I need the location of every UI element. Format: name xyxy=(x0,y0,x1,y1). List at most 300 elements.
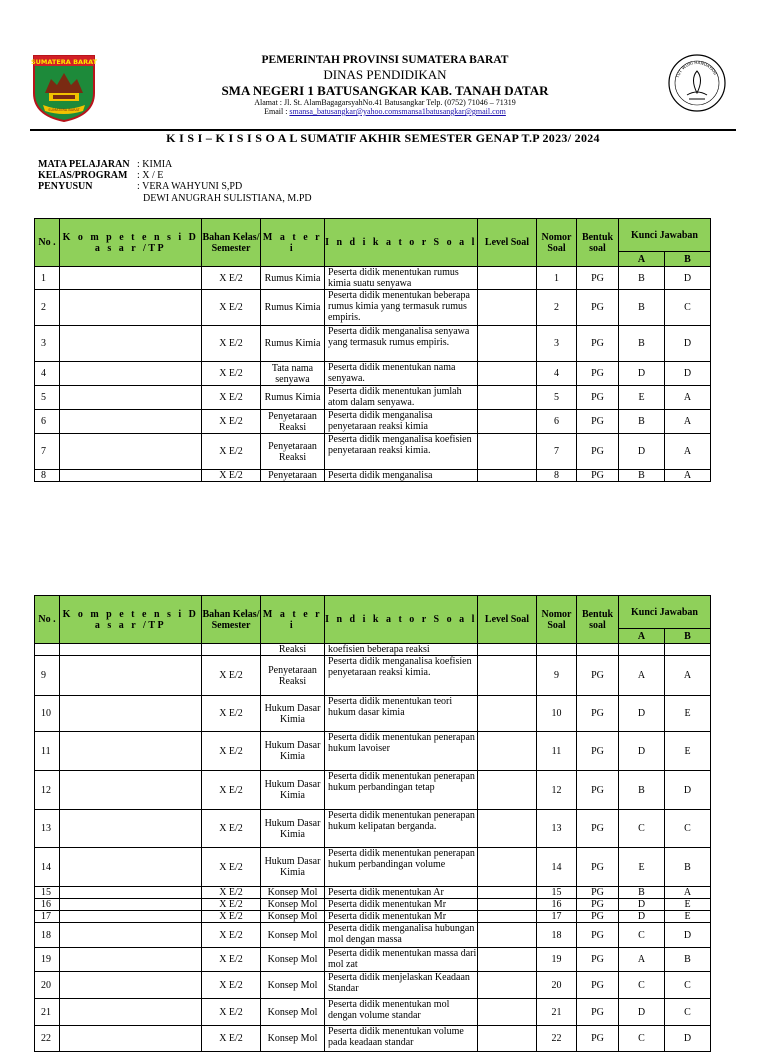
row-nomor: 18 xyxy=(537,923,577,948)
row-level xyxy=(478,948,537,972)
col-header-no: No . xyxy=(35,596,60,644)
row-number: 12 xyxy=(35,771,60,810)
row-materi: Hukum Dasar Kimia xyxy=(261,732,325,771)
row-nomor: 16 xyxy=(537,899,577,911)
row-indikator: Peserta didik menganalisa senyawa yang termasuk rumus empiris. xyxy=(325,326,478,362)
row-kunci-a: B xyxy=(619,290,665,326)
row-bentuk: PG xyxy=(577,899,619,911)
meta-subject-label: MATA PELAJARAN xyxy=(38,159,130,170)
row-kunci-b: A xyxy=(665,434,711,470)
col-header-kunci: Kunci Jawaban xyxy=(619,219,711,252)
row-bahan: X E/2 xyxy=(202,732,261,771)
row-bentuk: PG xyxy=(577,1026,619,1052)
meta-subject xyxy=(38,159,172,170)
letterhead-department: DINAS PENDIDIKAN xyxy=(323,67,447,82)
row-indikator: Peserta didik menentukan penerapan hukum perbandingan volume xyxy=(325,848,478,887)
row-materi: Konsep Mol xyxy=(261,887,325,899)
row-bahan: X E/2 xyxy=(202,923,261,948)
col-header-materi: M a t e r i xyxy=(261,219,325,267)
table-row xyxy=(35,696,711,732)
row-indikator: Peserta didik menganalisa xyxy=(325,470,478,482)
row-kompetensi xyxy=(60,656,202,696)
row-kunci-b: C xyxy=(665,999,711,1026)
table-row xyxy=(35,386,711,410)
col-header-no: No . xyxy=(35,219,60,267)
row-kompetensi xyxy=(60,771,202,810)
row-kunci-b: B xyxy=(665,948,711,972)
row-kompetensi xyxy=(60,1026,202,1052)
table-cell xyxy=(478,644,537,656)
sumatera-barat-logo xyxy=(31,53,97,123)
col-header-bentuk: Bentuk soal xyxy=(577,219,619,267)
letterhead-address: Alamat : Jl. St. AlamBagagarsyahNo.41 Batusangkar Telp. (0752) 71046 – 71319 xyxy=(254,98,516,107)
table-row xyxy=(35,656,711,696)
row-level xyxy=(478,267,537,290)
row-kunci-b: D xyxy=(665,362,711,386)
row-number: 22 xyxy=(35,1026,60,1052)
row-bentuk: PG xyxy=(577,887,619,899)
row-bahan: X E/2 xyxy=(202,362,261,386)
row-kompetensi xyxy=(60,362,202,386)
row-kunci-a: D xyxy=(619,362,665,386)
row-materi: Penyetaraan Reaksi xyxy=(261,656,325,696)
row-nomor: 4 xyxy=(537,362,577,386)
row-level xyxy=(478,732,537,771)
row-kunci-a: E xyxy=(619,848,665,887)
row-level xyxy=(478,362,537,386)
row-nomor: 9 xyxy=(537,656,577,696)
row-bentuk: PG xyxy=(577,362,619,386)
row-indikator: Peserta didik menentukan Mr xyxy=(325,899,478,911)
col-header-materi: M a t e r i xyxy=(261,596,325,644)
row-kunci-a: D xyxy=(619,434,665,470)
document-title: K I S I – K I S I S O A L SUMATIF AKHIR SEMESTER GENAP T.P 2023/ 2024 xyxy=(166,131,600,145)
row-indikator: Peserta didik menentukan rumus kimia suatu senyawa xyxy=(325,267,478,290)
row-bentuk: PG xyxy=(577,470,619,482)
row-bentuk: PG xyxy=(577,999,619,1026)
row-bentuk: PG xyxy=(577,410,619,434)
row-kunci-a: C xyxy=(619,923,665,948)
row-bahan: X E/2 xyxy=(202,972,261,999)
col-header-level: Level Soal xyxy=(478,596,537,644)
row-kunci-b: E xyxy=(665,696,711,732)
row-kompetensi xyxy=(60,326,202,362)
row-indikator: Peserta didik menentukan teori hukum dasar kimia xyxy=(325,696,478,732)
row-nomor: 2 xyxy=(537,290,577,326)
row-bentuk: PG xyxy=(577,386,619,410)
row-kunci-b: E xyxy=(665,911,711,923)
table-row xyxy=(35,887,711,899)
header-row xyxy=(35,219,711,252)
row-materi: Penyetaraan Reaksi xyxy=(261,434,325,470)
table-cell xyxy=(577,644,619,656)
row-kunci-a: C xyxy=(619,810,665,848)
meta-class xyxy=(38,170,163,181)
row-kunci-b: A xyxy=(665,410,711,434)
logo-right-caption: TUT WURI HANDAYANI xyxy=(674,59,718,79)
row-level xyxy=(478,656,537,696)
letterhead-school-name: SMA NEGERI 1 BATUSANGKAR KAB. TANAH DATAR xyxy=(221,83,549,98)
table-cell xyxy=(202,644,261,656)
row-level xyxy=(478,810,537,848)
row-kompetensi xyxy=(60,848,202,887)
row-indikator: Peserta didik menganalisa koefisien penyetaraan reaksi kimia. xyxy=(325,656,478,696)
row-level xyxy=(478,911,537,923)
row-bahan: X E/2 xyxy=(202,656,261,696)
col-header-kunci: Kunci Jawaban xyxy=(619,596,711,629)
row-bentuk: PG xyxy=(577,923,619,948)
row-number: 20 xyxy=(35,972,60,999)
row-nomor: 8 xyxy=(537,470,577,482)
row-kompetensi xyxy=(60,470,202,482)
row-bahan: X E/2 xyxy=(202,470,261,482)
row-number: 2 xyxy=(35,290,60,326)
table-cell xyxy=(619,644,665,656)
row-kompetensi xyxy=(60,923,202,948)
row-number: 3 xyxy=(35,326,60,362)
row-indikator: Peserta didik menentukan mol dengan volume standar xyxy=(325,999,478,1026)
row-materi: Tata nama senyawa xyxy=(261,362,325,386)
row-indikator: Peserta didik menentukan penerapan hukum kelipatan berganda. xyxy=(325,810,478,848)
row-bahan: X E/2 xyxy=(202,810,261,848)
row-bentuk: PG xyxy=(577,972,619,999)
table-row xyxy=(35,771,711,810)
table-row xyxy=(35,923,711,948)
table-cell: koefisien beberapa reaksi xyxy=(325,644,478,656)
row-kunci-a: C xyxy=(619,1026,665,1052)
row-level xyxy=(478,434,537,470)
meta-author xyxy=(38,181,242,192)
row-bahan: X E/2 xyxy=(202,696,261,732)
row-kunci-a: D xyxy=(619,732,665,771)
row-kunci-a: A xyxy=(619,948,665,972)
row-kunci-b: D xyxy=(665,771,711,810)
row-indikator: Peserta didik menentukan penerapan hukum lavoiser xyxy=(325,732,478,771)
row-bahan: X E/2 xyxy=(202,410,261,434)
row-materi: Rumus Kimia xyxy=(261,326,325,362)
row-materi: Hukum Dasar Kimia xyxy=(261,771,325,810)
kisi-table-page-2 xyxy=(34,595,711,1052)
row-bahan: X E/2 xyxy=(202,771,261,810)
col-header-bahan: Bahan Kelas/ Semester xyxy=(202,219,261,267)
row-kunci-b: B xyxy=(665,848,711,887)
row-level xyxy=(478,887,537,899)
row-indikator: Peserta didik menganalisa penyetaraan reaksi kimia xyxy=(325,410,478,434)
row-bentuk: PG xyxy=(577,696,619,732)
table-row xyxy=(35,267,711,290)
email-link[interactable]: smansa_batusangkar@yahoo.comsmansa1batusangkar@gmail.com xyxy=(289,107,506,116)
col-header-kunci-a: A xyxy=(619,629,665,644)
tut-wuri-handayani-logo xyxy=(667,53,727,113)
row-kunci-b: E xyxy=(665,732,711,771)
row-number: 19 xyxy=(35,948,60,972)
row-kunci-a: B xyxy=(619,326,665,362)
row-bahan: X E/2 xyxy=(202,887,261,899)
row-bahan: X E/2 xyxy=(202,434,261,470)
row-level xyxy=(478,410,537,434)
row-bahan: X E/2 xyxy=(202,948,261,972)
kisi-table-page-1 xyxy=(34,218,711,482)
row-indikator: Peserta didik menganalisa hubungan mol dengan massa xyxy=(325,923,478,948)
row-kunci-a: B xyxy=(619,771,665,810)
email-label: Email : xyxy=(264,107,288,116)
row-bahan: X E/2 xyxy=(202,911,261,923)
row-kunci-a: D xyxy=(619,999,665,1026)
col-header-nomor: Nomor Soal xyxy=(537,596,577,644)
row-kunci-a: D xyxy=(619,899,665,911)
meta-author-value: : VERA WAHYUNI S,PD xyxy=(137,181,243,192)
table-cell xyxy=(537,644,577,656)
row-nomor: 6 xyxy=(537,410,577,434)
table-row xyxy=(35,410,711,434)
row-kunci-a: C xyxy=(619,972,665,999)
table-row xyxy=(35,362,711,386)
table-cell xyxy=(60,644,202,656)
row-number: 18 xyxy=(35,923,60,948)
row-materi: Rumus Kimia xyxy=(261,386,325,410)
row-bentuk: PG xyxy=(577,911,619,923)
row-materi: Hukum Dasar Kimia xyxy=(261,848,325,887)
row-level xyxy=(478,771,537,810)
row-materi: Penyetaraan Reaksi xyxy=(261,410,325,434)
col-header-bahan: Bahan Kelas/ Semester xyxy=(202,596,261,644)
table-row xyxy=(35,434,711,470)
row-kunci-b: D xyxy=(665,326,711,362)
row-kompetensi xyxy=(60,732,202,771)
row-kompetensi xyxy=(60,434,202,470)
row-number: 7 xyxy=(35,434,60,470)
row-indikator: Peserta didik menjelaskan Keadaan Standar xyxy=(325,972,478,999)
row-nomor: 13 xyxy=(537,810,577,848)
meta-class-value: : X / E xyxy=(137,170,164,181)
row-kunci-a: B xyxy=(619,887,665,899)
row-kunci-a: E xyxy=(619,386,665,410)
table-cell xyxy=(35,644,60,656)
table-row xyxy=(35,290,711,326)
row-number: 1 xyxy=(35,267,60,290)
col-header-bentuk: Bentuk soal xyxy=(577,596,619,644)
continued-row xyxy=(35,644,711,656)
row-level xyxy=(478,999,537,1026)
row-kunci-b: A xyxy=(665,656,711,696)
row-number: 9 xyxy=(35,656,60,696)
row-nomor: 22 xyxy=(537,1026,577,1052)
table-row xyxy=(35,948,711,972)
meta-author-second: DEWI ANUGRAH SULISTIANA, M.PD xyxy=(143,193,312,204)
row-nomor: 14 xyxy=(537,848,577,887)
row-kunci-b: C xyxy=(665,972,711,999)
logo-left-caption: SUMATERA BARAT xyxy=(30,58,98,66)
row-indikator: Peserta didik menentukan Mr xyxy=(325,911,478,923)
col-header-kunci-b: B xyxy=(665,252,711,267)
row-nomor: 11 xyxy=(537,732,577,771)
row-bentuk: PG xyxy=(577,267,619,290)
row-nomor: 3 xyxy=(537,326,577,362)
row-level xyxy=(478,326,537,362)
row-nomor: 1 xyxy=(537,267,577,290)
row-indikator: Peserta didik menentukan jumlah atom dalam senyawa. xyxy=(325,386,478,410)
row-kompetensi xyxy=(60,887,202,899)
row-kunci-b: A xyxy=(665,386,711,410)
table-row xyxy=(35,810,711,848)
row-level xyxy=(478,1026,537,1052)
col-header-nomor: Nomor Soal xyxy=(537,219,577,267)
row-kompetensi xyxy=(60,972,202,999)
row-indikator: Peserta didik menentukan volume pada keadaan standar xyxy=(325,1026,478,1052)
row-kompetensi xyxy=(60,267,202,290)
row-indikator: Peserta didik menentukan penerapan hukum perbandingan tetap xyxy=(325,771,478,810)
meta-subject-value: : KIMIA xyxy=(137,159,173,170)
meta-author-label: PENYUSUN xyxy=(38,181,93,192)
row-number: 15 xyxy=(35,887,60,899)
row-number: 5 xyxy=(35,386,60,410)
header-row xyxy=(35,596,711,629)
col-header-kunci-b: B xyxy=(665,629,711,644)
row-number: 17 xyxy=(35,911,60,923)
row-indikator: Peserta didik menganalisa koefisien penyetaraan reaksi kimia. xyxy=(325,434,478,470)
letterhead-email xyxy=(130,107,640,116)
row-materi: Hukum Dasar Kimia xyxy=(261,696,325,732)
row-bentuk: PG xyxy=(577,848,619,887)
row-materi: Rumus Kimia xyxy=(261,290,325,326)
row-number: 4 xyxy=(35,362,60,386)
row-nomor: 10 xyxy=(537,696,577,732)
row-bentuk: PG xyxy=(577,771,619,810)
row-bahan: X E/2 xyxy=(202,290,261,326)
row-bentuk: PG xyxy=(577,732,619,771)
row-nomor: 15 xyxy=(537,887,577,899)
row-number: 10 xyxy=(35,696,60,732)
row-level xyxy=(478,923,537,948)
row-kunci-b: D xyxy=(665,1026,711,1052)
letterhead-government: PEMERINTAH PROVINSI SUMATERA BARAT xyxy=(261,54,509,66)
row-nomor: 19 xyxy=(537,948,577,972)
table-row xyxy=(35,899,711,911)
col-header-indikator: I n d i k a t o r S o a l xyxy=(325,219,478,267)
row-kompetensi xyxy=(60,999,202,1026)
row-kunci-a: B xyxy=(619,267,665,290)
row-number: 21 xyxy=(35,999,60,1026)
row-level xyxy=(478,290,537,326)
table-row xyxy=(35,732,711,771)
row-kompetensi xyxy=(60,899,202,911)
table-row xyxy=(35,848,711,887)
logo-left-ribbon: SUMATERA BARAT xyxy=(48,108,80,112)
row-materi: Hukum Dasar Kimia xyxy=(261,810,325,848)
row-bentuk: PG xyxy=(577,948,619,972)
col-header-kunci-a: A xyxy=(619,252,665,267)
row-bahan: X E/2 xyxy=(202,267,261,290)
row-nomor: 5 xyxy=(537,386,577,410)
col-header-level: Level Soal xyxy=(478,219,537,267)
row-level xyxy=(478,848,537,887)
row-level xyxy=(478,972,537,999)
table-row xyxy=(35,1026,711,1052)
row-bahan: X E/2 xyxy=(202,899,261,911)
row-materi: Penyetaraan xyxy=(261,470,325,482)
row-kunci-b: C xyxy=(665,810,711,848)
row-indikator: Peserta didik menentukan beberapa rumus kimia yang termasuk rumus empiris. xyxy=(325,290,478,326)
row-kompetensi xyxy=(60,386,202,410)
row-materi: Konsep Mol xyxy=(261,972,325,999)
row-kompetensi xyxy=(60,410,202,434)
row-materi: Konsep Mol xyxy=(261,948,325,972)
row-kunci-b: D xyxy=(665,923,711,948)
row-number: 8 xyxy=(35,470,60,482)
row-materi: Konsep Mol xyxy=(261,899,325,911)
row-bentuk: PG xyxy=(577,656,619,696)
row-bahan: X E/2 xyxy=(202,326,261,362)
row-kunci-a: A xyxy=(619,656,665,696)
row-bentuk: PG xyxy=(577,810,619,848)
row-nomor: 17 xyxy=(537,911,577,923)
table-row xyxy=(35,470,711,482)
row-kunci-b: A xyxy=(665,470,711,482)
row-number: 14 xyxy=(35,848,60,887)
table-row xyxy=(35,911,711,923)
row-indikator: Peserta didik menentukan massa dari mol zat xyxy=(325,948,478,972)
row-materi: Konsep Mol xyxy=(261,999,325,1026)
row-nomor: 12 xyxy=(537,771,577,810)
table-row xyxy=(35,326,711,362)
row-kunci-b: D xyxy=(665,267,711,290)
row-number: 11 xyxy=(35,732,60,771)
table-cell: Reaksi xyxy=(261,644,325,656)
row-kompetensi xyxy=(60,290,202,326)
table-row xyxy=(35,972,711,999)
row-bahan: X E/2 xyxy=(202,386,261,410)
row-number: 6 xyxy=(35,410,60,434)
row-kunci-b: C xyxy=(665,290,711,326)
row-materi: Konsep Mol xyxy=(261,923,325,948)
row-materi: Konsep Mol xyxy=(261,911,325,923)
row-bentuk: PG xyxy=(577,434,619,470)
col-header-indikator: I n d i k a t o r S o a l xyxy=(325,596,478,644)
table-row xyxy=(35,999,711,1026)
row-bentuk: PG xyxy=(577,326,619,362)
row-level xyxy=(478,899,537,911)
row-kompetensi xyxy=(60,911,202,923)
row-kunci-b: A xyxy=(665,887,711,899)
row-nomor: 21 xyxy=(537,999,577,1026)
row-indikator: Peserta didik menentukan Ar xyxy=(325,887,478,899)
row-bahan: X E/2 xyxy=(202,1026,261,1052)
row-indikator: Peserta didik menentukan nama senyawa. xyxy=(325,362,478,386)
row-kunci-a: D xyxy=(619,911,665,923)
row-kompetensi xyxy=(60,948,202,972)
col-header-kompetensi: K o m p e t e n s i D a s a r /TP xyxy=(60,596,202,644)
row-materi: Konsep Mol xyxy=(261,1026,325,1052)
row-nomor: 7 xyxy=(537,434,577,470)
row-level xyxy=(478,470,537,482)
row-level xyxy=(478,386,537,410)
row-bahan: X E/2 xyxy=(202,848,261,887)
row-bahan: X E/2 xyxy=(202,999,261,1026)
row-kunci-a: D xyxy=(619,696,665,732)
row-number: 16 xyxy=(35,899,60,911)
row-level xyxy=(478,696,537,732)
row-number: 13 xyxy=(35,810,60,848)
row-kunci-a: B xyxy=(619,470,665,482)
meta-class-label: KELAS/PROGRAM xyxy=(38,170,128,181)
col-header-kompetensi: K o m p e t e n s i D a s a r /TP xyxy=(60,219,202,267)
row-bentuk: PG xyxy=(577,290,619,326)
row-kompetensi xyxy=(60,810,202,848)
row-kunci-a: B xyxy=(619,410,665,434)
row-kompetensi xyxy=(60,696,202,732)
row-materi: Rumus Kimia xyxy=(261,267,325,290)
row-kunci-b: E xyxy=(665,899,711,911)
